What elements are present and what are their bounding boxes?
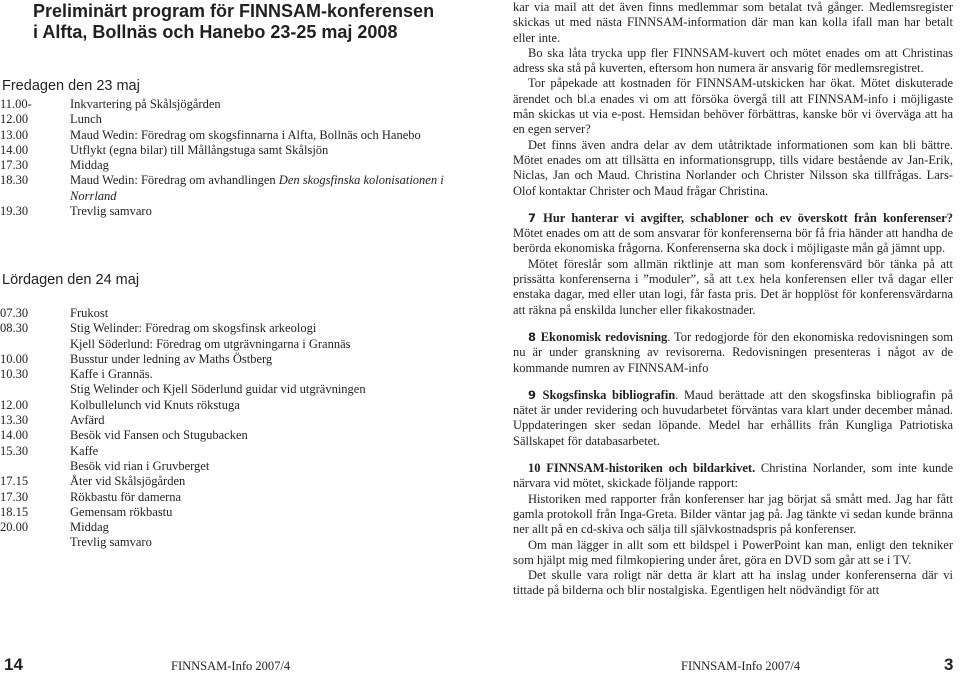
minutes-column: [513, 0, 953, 599]
schedule-time: 19.30: [0, 204, 29, 219]
paragraph: Historiken med rapporter från konferenser har jag börjat så smått med. Jag har fått gamla protokoll från Inga-Greta. Bilder väntar jag på. Jag tänkte vi sedan kunde bränna ner allt på en cd-skiva och sälja till självkostnadspris på konferenser.: [513, 491, 953, 537]
section-9: [513, 388, 953, 449]
section-body: . Tor redogjorde för den ekonomiska redovisningen som nu är under granskning av revisorerna. Redovisningen presenteras i något av de kommande numren av FINNSAM-info: [513, 329, 953, 375]
schedule-text: Kaffe i Grannäs.: [70, 367, 153, 382]
schedule-time: 20.00: [0, 520, 29, 535]
section-number: 8: [528, 329, 541, 344]
schedule-time: 10.30: [0, 367, 29, 382]
schedule-text: Kolbullelunch vid Knuts rökstuga: [70, 397, 240, 412]
title-line-1: Preliminärt program för FINNSAM-konferensen: [33, 1, 435, 21]
schedule-text: Gemensam rökbastu: [70, 504, 173, 519]
schedule-time: 17.15: [0, 474, 29, 489]
schedule-time: 13.30: [0, 413, 29, 428]
schedule-time: 12.00: [0, 397, 29, 412]
section-body: Christina Norlander, som inte kunde närvara vid mötet, skickade följande rapport:: [513, 461, 953, 491]
friday-heading: Fredagen den 23 maj: [2, 78, 140, 94]
paragraph: Om man lägger in allt som ett bildspel i PowerPoint kan man, enligt den tekniker som hjälpt mig med filmkopiering under året, göra en DVD som går att se i TV.: [513, 537, 953, 567]
schedule-time: 08.30: [0, 321, 29, 336]
schedule-text: Besök vid Fansen och Stugubacken: [70, 428, 248, 443]
schedule-text: Kjell Söderlund: Föredrag om utgrävningarna i Grannäs: [70, 336, 351, 351]
schedule-text: Middag: [70, 158, 109, 173]
left-footer-text: FINNSAM-Info 2007/4: [171, 659, 291, 673]
right-footer-text: FINNSAM-Info 2007/4: [681, 659, 801, 673]
schedule-time: 15.30: [0, 443, 29, 458]
dissertation-title: Den skogsfinska kolonisationen i Norrland: [70, 173, 444, 203]
section-number: 7: [528, 210, 544, 225]
left-page-number: 14: [4, 655, 23, 674]
paragraph: Tor påpekade att kostnaden för FINNSAM-utskicken har ökat. Mötet diskuterade ärendet och bl.a enades vi om att försöka övergå till att FINNSAM-info i möjligaste mån skickas ut via e-post. Hemsidan behöver förbättras, kanske bör vi överväga att ha en egen server?: [513, 76, 953, 137]
section-heading: Ekonomisk redovisning: [540, 329, 668, 344]
section-heading: Skogsfinska bibliografin: [542, 387, 676, 402]
paragraph: Mötet föreslår som allmän riktlinje att man som konferensvärd bör tänka på att prissätta konferenserna i ”moduler”, så att t.ex hela konferensen eller två dagar eller enstaka dagar, med eller utan logi, får fasta pris. Det är hopplöst för konferensvärdarna att räkna på enskilda luncher eller fikakostnader.: [513, 256, 953, 317]
schedule-time: 17.30: [0, 489, 29, 504]
schedule-text: Besök vid rian i Gruvberget: [70, 458, 210, 473]
schedule-text: Trevlig samvaro: [70, 204, 152, 219]
section-number: 9: [528, 387, 543, 402]
schedule-time: 13.00: [0, 127, 29, 142]
section-8: [513, 330, 953, 376]
right-page-number: 3: [944, 655, 954, 674]
schedule-text: Lunch: [70, 112, 102, 127]
schedule-text: [70, 173, 470, 204]
schedule-time: 17.30: [0, 158, 29, 173]
paragraph: Bo ska låta trycka upp fler FINNSAM-kuvert och mötet enades om att Christinas adress ska stå på kuverten, eftersom hon numera är ansvarig för medlemsregistret.: [513, 45, 953, 76]
page-title: [33, 1, 463, 43]
schedule-text: Trevlig samvaro: [70, 535, 152, 550]
schedule-time: 18.15: [0, 504, 29, 519]
schedule-time: 10.00: [0, 351, 29, 366]
schedule-text: Avfärd: [70, 413, 105, 428]
schedule-time: 11.00-: [0, 97, 32, 111]
section-heading: Hur hanterar vi avgifter, schabloner och ev överskott från konferenser?: [543, 210, 953, 225]
schedule-text: Busstur under ledning av Maths Östberg: [70, 351, 273, 366]
schedule-text: Åter vid Skålsjögården: [70, 474, 186, 489]
section-body: . Maud berättade att den skogsfinska bibliografin på nätet är under revidering och huvudarbetet förväntas vara klart under december månad. Uppdateringen sker sedan löpande. Medel har erhållits från Kungliga Patriotiska Sällskapet för databasarbetet.: [513, 387, 953, 448]
schedule-text: Maud Wedin: Föredrag om skogsfinnarna i Alfta, Bollnäs och Hanebo: [70, 127, 421, 142]
section-body: Mötet enades om att de som ansvarar för konferenserna bör få fria händer att handha de berörda ekonomiska frågorna. Konferenserna ska dock i möjligaste mån gå jämnt upp.: [513, 226, 953, 256]
schedule-text-main: Maud Wedin: Föredrag om avhandlingen: [70, 173, 279, 188]
paragraph: kar via mail att det även finns medlemmar som betalat två gånger. Medlemsregister skickas ut med nästa FINNSAM-information där man kan kolla ifall man har betalt eller inte.: [513, 0, 953, 45]
schedule-time: 18.30: [0, 173, 29, 188]
schedule-text: Middag: [70, 520, 109, 535]
schedule-text: Utflykt (egna bilar) till Mållångstuga samt Skålsjön: [70, 142, 329, 157]
schedule-text: Kaffe: [70, 443, 99, 458]
schedule-text: Frukost: [70, 306, 109, 320]
paragraph: Det skulle vara roligt när detta är klart att ha inslag under konferenserna där vi tittade på bilderna och blir nostalgiska. Egentligen helt nödvändigt för att: [513, 568, 953, 598]
section-10: [513, 461, 953, 492]
schedule-text: Stig Welinder: Föredrag om skogsfinsk arkeologi: [70, 321, 317, 336]
schedule-time: 07.30: [0, 306, 29, 320]
schedule-text: Stig Welinder och Kjell Söderlund guidar vid utgrävningen: [70, 382, 366, 397]
schedule-text: Rökbastu för damerna: [70, 489, 182, 504]
schedule-time: 14.00: [0, 428, 29, 443]
saturday-heading: Lördagen den 24 maj: [2, 272, 140, 288]
schedule-time: 14.00: [0, 142, 29, 157]
title-line-2: i Alfta, Bollnäs och Hanebo 23-25 maj 2008: [33, 22, 398, 42]
schedule-time: 12.00: [0, 112, 29, 127]
paragraph: Det finns även andra delar av dem utåtriktade informationen som kan bli bättre. Mötet enades om att tillsätta en informationsgrupp, tills vidare bestående av Jan-Erik, Niclas, Jan och Maud. Christina Norlander och Christer Nilsson ska tillfrågas. Lars-Olof kontaktar Christer och Maud frågar Christina.: [513, 137, 953, 198]
schedule-text: Inkvartering på Skålsjögården: [70, 97, 221, 111]
section-7: [513, 211, 953, 257]
section-heading: 10 FINNSAM-historiken och bildarkivet.: [528, 461, 756, 476]
